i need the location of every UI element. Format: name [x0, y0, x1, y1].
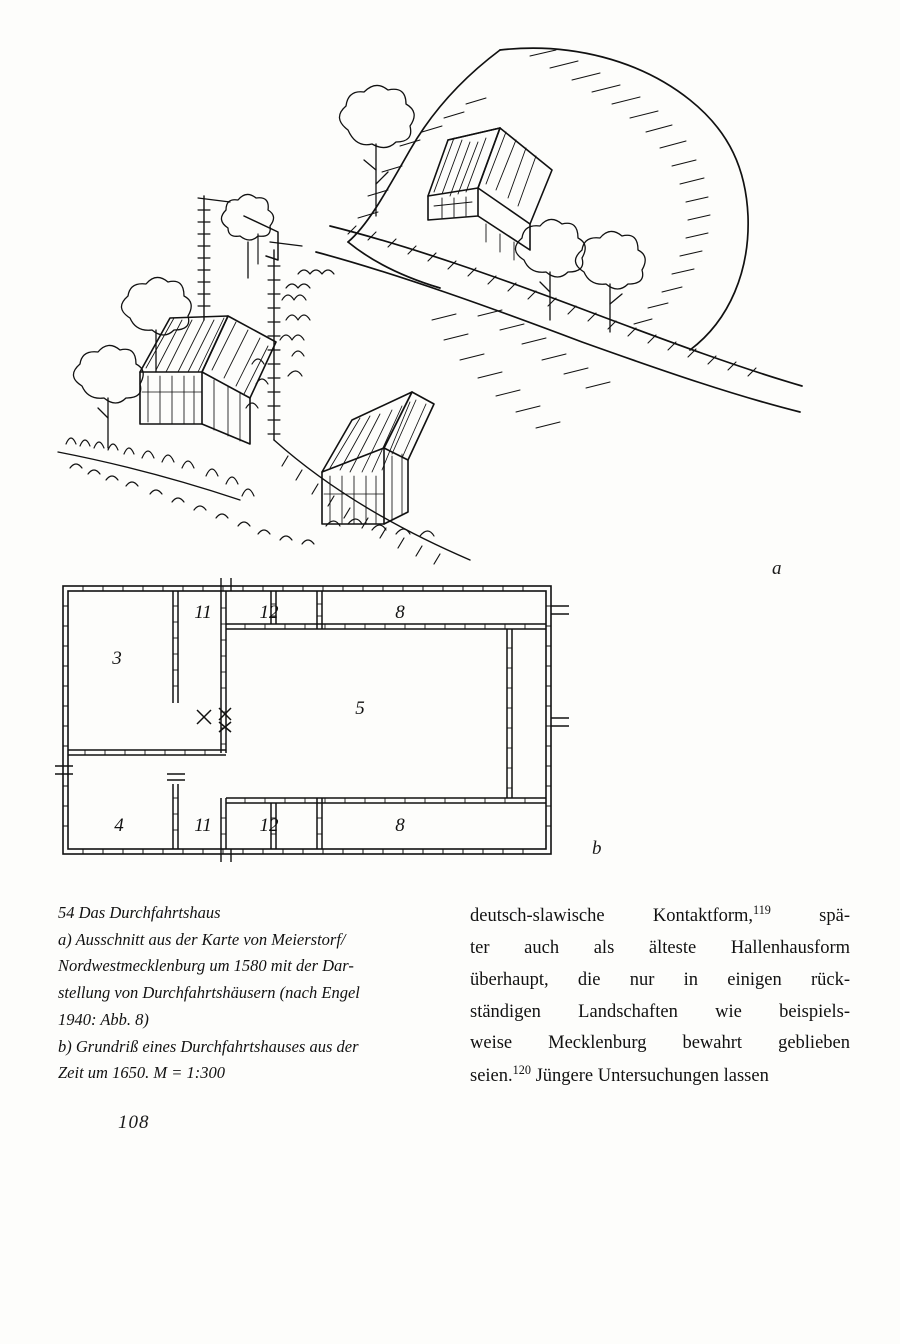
room-label-11-top: 11 [194, 602, 212, 623]
body-line-6: seien.$^{120}$ Jüngere Untersuchungen lassen [470, 1063, 769, 1087]
partition-bottom-strip [226, 798, 546, 803]
room-label-3: 3 [112, 648, 122, 669]
shrub-row [66, 438, 434, 544]
tree-4 [575, 231, 645, 332]
room-label-8-top: 8 [395, 602, 405, 623]
page-number: 108 [118, 1112, 150, 1133]
hall-right-wall [507, 629, 512, 798]
wall-hatching [63, 586, 551, 854]
outer-walls [63, 586, 551, 854]
partition-room3-bottom [68, 750, 226, 755]
body-line-1: deutsch-slawische Kontaktform,$^{119}$ spä- [470, 903, 850, 927]
figure-caption [58, 900, 448, 1087]
caption-line-2: a) Ausschnitt aus der Karte von Meierstorf/ [58, 929, 346, 949]
figure-b-label: b [592, 838, 602, 859]
farmhouse-upper [428, 128, 552, 260]
tree-6 [73, 345, 143, 448]
room-label-11-bottom: 11 [194, 815, 212, 836]
tree-1 [339, 85, 414, 216]
figure-a-label: a [772, 558, 782, 579]
caption-line-7: Zeit um 1650. M = 1:300 [58, 1063, 225, 1083]
room-label-5: 5 [355, 698, 365, 719]
room-label-12-top: 12 [259, 602, 279, 623]
tree-2 [221, 194, 273, 278]
tree-cluster [73, 85, 645, 448]
body-text-column [470, 900, 850, 1093]
body-line-2: ter auch als älteste Hallenhausform [470, 937, 850, 958]
caption-line-6: b) Grundriß eines Durchfahrtshauses aus der [58, 1036, 359, 1056]
hatching-upper-field-left [358, 98, 486, 218]
hatching-upper-field [530, 50, 710, 324]
road [316, 226, 802, 412]
caption-line-4: stellung von Durchfahrtshäusern (nach Engel [58, 983, 360, 1003]
partition-top-strip [226, 624, 546, 629]
body-line-3: überhaupt, die nur in einigen rück- [470, 969, 850, 990]
inner-partitions [173, 591, 178, 849]
body-line-5: weise Mecklenburg bewahrt geblieben [470, 1033, 850, 1054]
farmhouse-center [322, 392, 434, 524]
figure-b-groundplan [55, 578, 575, 868]
room-label-4: 4 [114, 815, 124, 836]
room-label-12-bottom: 12 [259, 815, 279, 836]
figure-a-illustration [30, 20, 830, 580]
caption-line-5: 1940: Abb. 8) [58, 1009, 149, 1029]
field-boundary-upper [348, 48, 748, 350]
body-line-4: ständigen Landschaften wie beispiels- [470, 1001, 850, 1022]
tree-3 [515, 219, 585, 320]
hatching-lower-right-field [432, 310, 610, 428]
tree-5 [121, 277, 191, 372]
room-label-8-bottom: 8 [395, 815, 405, 836]
caption-line-1: 54 Das Durchfahrtshaus [58, 903, 221, 922]
caption-line-3: Nordwestmecklenburg um 1580 mit der Dar- [58, 956, 354, 976]
